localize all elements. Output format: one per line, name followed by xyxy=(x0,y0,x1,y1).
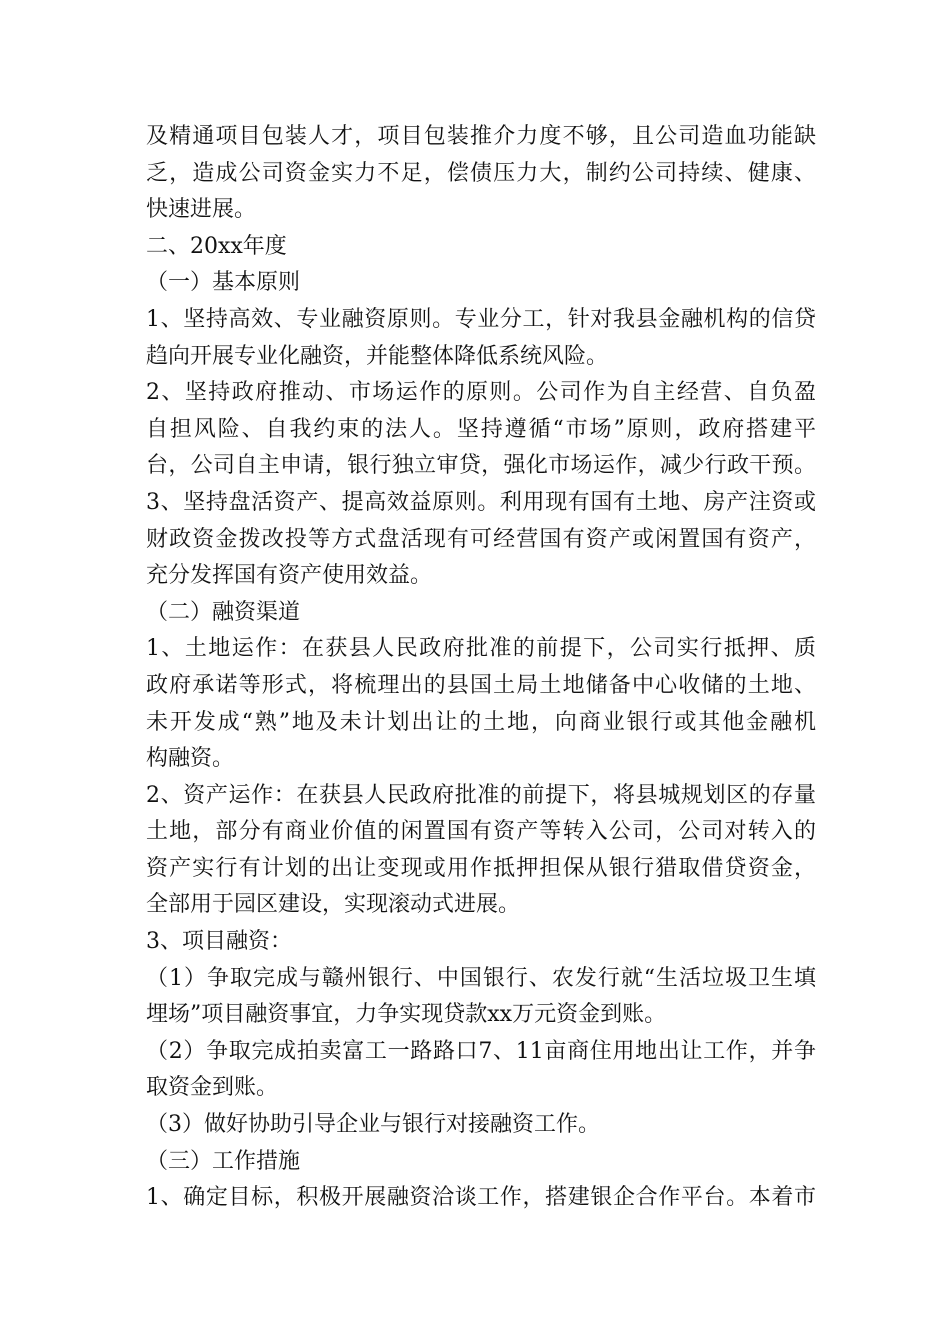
text-line: 未开发成“熟”地及未计划出让的土地，向商业银行或其他金融机 xyxy=(146,709,816,735)
text-line: 3、坚持盘活资产、提高效益原则。利用现有国有土地、房产注资或 xyxy=(146,489,816,515)
text-line: 全部用于园区建设，实现滚动式进展。 xyxy=(146,892,521,918)
text-line: 及精通项目包装人才，项目包装推介力度不够，且公司造血功能缺 xyxy=(146,124,816,149)
text-line: 快速进展。 xyxy=(146,197,257,223)
text-line: 2、资产运作：在获县人民政府批准的前提下，将县城规划区的存量 xyxy=(146,782,816,808)
text-line: 台，公司自主申请，银行独立审贷，强化市场运作，减少行政干预。 xyxy=(146,453,816,479)
text-line: （一）基本原则 xyxy=(146,270,301,296)
text-line: 1、土地运作：在获县人民政府批准的前提下，公司实行抵押、质 xyxy=(146,636,816,662)
text-line: 1、确定目标，积极开展融资洽谈工作，搭建银企合作平台。本着市 xyxy=(146,1185,816,1211)
text-line: 1、坚持高效、专业融资原则。专业分工，针对我县金融机构的信贷 xyxy=(146,306,816,332)
text-line: 3、项目融资： xyxy=(146,929,292,955)
text-line: （3）做好协助引导企业与银行对接融资工作。 xyxy=(146,1112,600,1138)
text-line: （二）融资渠道 xyxy=(146,599,301,625)
text-line: 乏，造成公司资金实力不足，偿债压力大，制约公司持续、健康、 xyxy=(146,160,816,186)
text-line: 二、20xx年度 xyxy=(146,233,287,259)
document-body xyxy=(146,119,816,1217)
text-line: 取资金到账。 xyxy=(146,1075,279,1101)
text-line: 资产实行有计划的出让变现或用作抵押担保从银行猎取借贷资金， xyxy=(146,855,816,881)
text-line: 财政资金拨改投等方式盘活现有可经营国有资产或闲置国有资产， xyxy=(146,526,816,552)
text-line: （2）争取完成拍卖富工一路路口7、11亩商住用地出让工作，并争 xyxy=(146,1038,816,1064)
text-line: 自担风险、自我约束的法人。坚持遵循“市场”原则，政府搭建平 xyxy=(146,416,816,442)
text-line: 趋向开展专业化融资，并能整体降低系统风险。 xyxy=(146,343,609,369)
text-line: 土地，部分有商业价值的闲置国有资产等转入公司，公司对转入的 xyxy=(146,819,816,845)
text-line: 埋场”项目融资事宜，力争实现贷款xx万元资金到账。 xyxy=(146,1002,667,1028)
text-line: 充分发挥国有资产使用效益。 xyxy=(146,563,433,589)
text-line: （1）争取完成与赣州银行、中国银行、农发行就“生活垃圾卫生填 xyxy=(146,965,816,991)
text-line: （三）工作措施 xyxy=(146,1148,301,1174)
text-line: 构融资。 xyxy=(146,746,235,772)
text-line: 政府承诺等形式，将梳理出的县国土局土地储备中心收储的土地、 xyxy=(146,672,816,698)
text-line: 2、坚持政府推动、市场运作的原则。公司作为自主经营、自负盈 xyxy=(146,380,816,406)
